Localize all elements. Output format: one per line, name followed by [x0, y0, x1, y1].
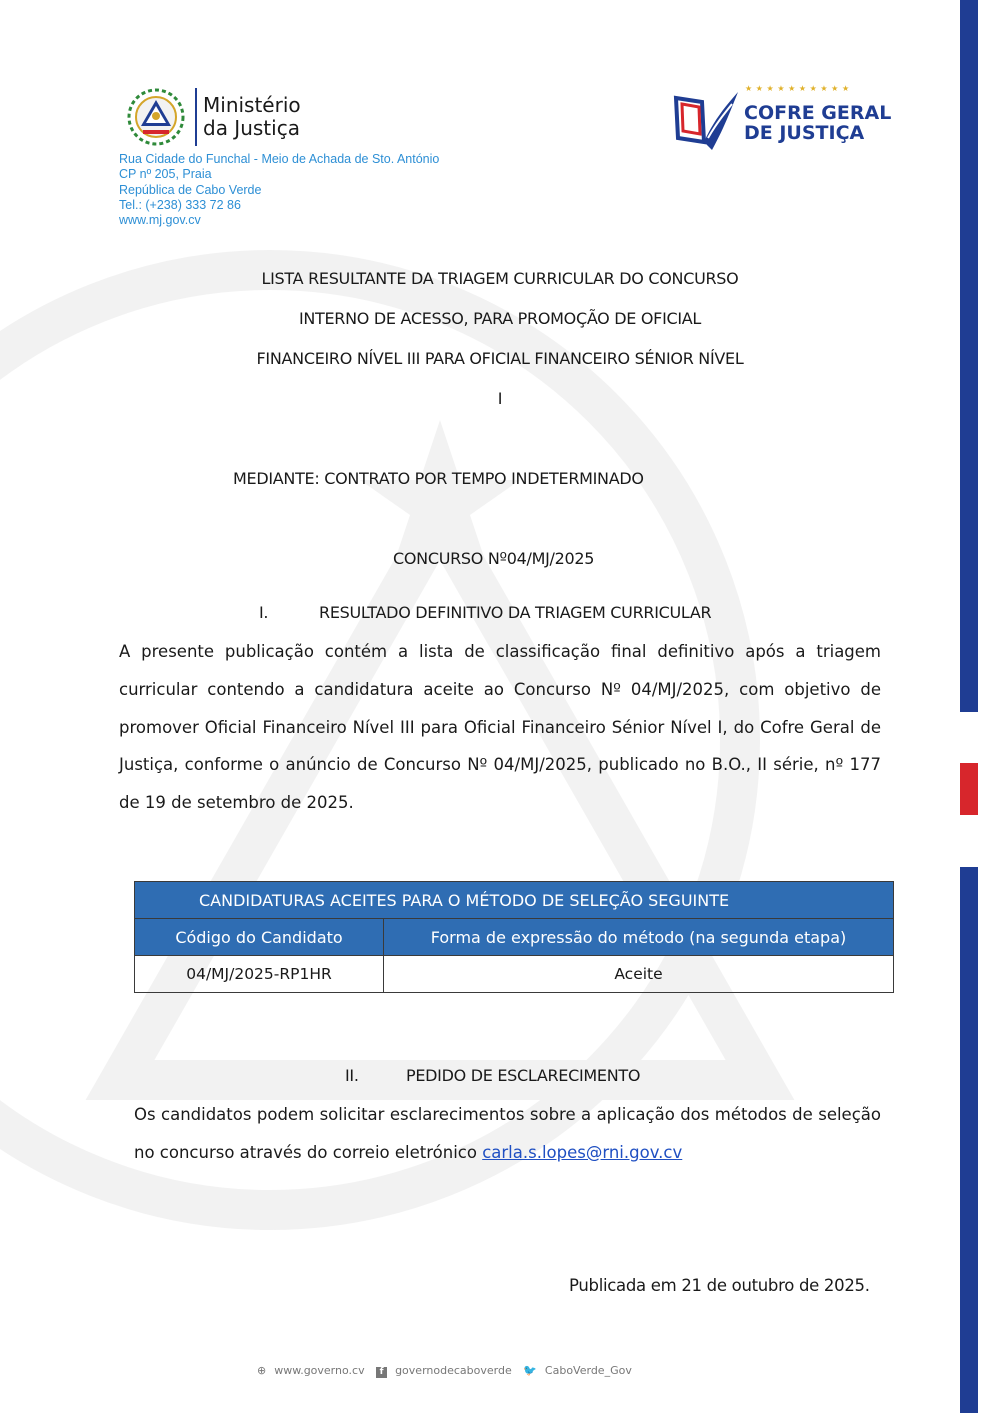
- contact-email-link[interactable]: carla.s.lopes@rni.gov.cv: [482, 1142, 683, 1162]
- title-line-2: INTERNO DE ACESSO, PARA PROMOÇÃO DE OFICIAL: [298, 309, 702, 328]
- ministry-name-line1: Ministério: [203, 93, 301, 117]
- clarification-line-2-text: no concurso através do correio eletrónico: [134, 1142, 483, 1162]
- clarification-line-2: [134, 1134, 881, 1172]
- ministry-logo: [125, 86, 301, 148]
- address-street: Rua Cidade do Funchal - Meio de Achada de Sto. António: [119, 152, 440, 166]
- cofre-geral-line1: COFRE GERAL: [744, 102, 892, 124]
- section-2-paragraph: [134, 1096, 881, 1172]
- candidate-result-cell: Aceite: [384, 956, 894, 993]
- table-title: CANDIDATURAS ACEITES PARA O MÉTODO DE SELEÇÃO SEGUINTE: [135, 882, 894, 919]
- publication-date: Publicada em 21 de outubro de 2025.: [569, 1276, 870, 1295]
- title-line-3: FINANCEIRO NÍVEL III PARA OFICIAL FINANCEIRO SÉNIOR NÍVEL: [256, 349, 744, 368]
- book-emblem-icon: [672, 84, 742, 154]
- ministry-name-line2: da Justiça: [203, 116, 300, 140]
- section-2-number: II.: [345, 1066, 359, 1085]
- stars-icon: ★★★★★★★★★★: [745, 84, 853, 93]
- title-line-1: LISTA RESULTANTE DA TRIAGEM CURRICULAR DO CONCURSO: [261, 269, 739, 288]
- mediante-line: MEDIANTE: CONTRATO POR TEMPO INDETERMINADO: [233, 469, 644, 488]
- concurso-number: CONCURSO Nº04/MJ/2025: [393, 549, 595, 568]
- decorative-bar-red: [960, 763, 978, 815]
- candidates-table: [134, 881, 894, 993]
- candidate-code-cell: 04/MJ/2025-RP1HR: [135, 956, 384, 993]
- logo-divider: [195, 88, 197, 146]
- address-phone: Tel.: (+238) 333 72 86: [119, 197, 241, 212]
- address-postal: CP nº 205, Praia: [119, 167, 212, 182]
- title-line-4: I: [497, 389, 503, 408]
- twitter-icon: 🐦: [523, 1364, 537, 1377]
- paragraph-line-2: curricular contendo a candidatura aceite ao Concurso Nº 04/MJ/2025, com objetivo de: [119, 679, 881, 699]
- footer: [257, 1364, 640, 1378]
- address-website: www.mj.gov.cv: [119, 213, 201, 228]
- footer-website[interactable]: www.governo.cv: [274, 1364, 365, 1377]
- footer-twitter[interactable]: CaboVerde_Gov: [544, 1364, 632, 1377]
- decorative-bar-blue-bottom: [960, 867, 978, 1413]
- paragraph-line-1: A presente publicação contém a lista de classificação final definitivo após a triagem: [119, 642, 881, 661]
- clarification-line-1: Os candidatos podem solicitar esclarecimentos sobre a aplicação dos métodos de seleção: [134, 1105, 881, 1124]
- section-1-paragraph: [119, 633, 881, 822]
- paragraph-line-3: promover Oficial Financeiro Nível III para Oficial Financeiro Sénior Nível I, do Cofre Geral de: [119, 717, 881, 737]
- section-1-heading: RESULTADO DEFINITIVO DA TRIAGEM CURRICULAR: [319, 603, 712, 622]
- ministry-address: [119, 152, 439, 228]
- section-1-number: I.: [259, 603, 269, 622]
- cofre-geral-line2: DE JUSTIÇA: [744, 122, 865, 144]
- paragraph-line-5: de 19 de setembro de 2025.: [119, 793, 354, 813]
- facebook-icon: f: [376, 1367, 387, 1378]
- section-2-heading: PEDIDO DE ESCLARECIMENTO: [406, 1066, 641, 1085]
- footer-facebook[interactable]: governodecaboverde: [395, 1364, 512, 1377]
- column-header-code: Código do Candidato: [135, 919, 384, 956]
- paragraph-line-4: Justiça, conforme o anúncio de Concurso Nº 04/MJ/2025, publicado no B.O., II série, nº 177: [119, 755, 881, 775]
- address-country: República de Cabo Verde: [119, 182, 262, 197]
- column-header-method: Forma de expressão do método (na segunda etapa): [384, 919, 894, 956]
- coat-of-arms-icon: [125, 86, 187, 148]
- table-row: [135, 956, 894, 993]
- cofre-geral-logo: [672, 84, 891, 154]
- globe-icon: ⊕: [257, 1364, 267, 1377]
